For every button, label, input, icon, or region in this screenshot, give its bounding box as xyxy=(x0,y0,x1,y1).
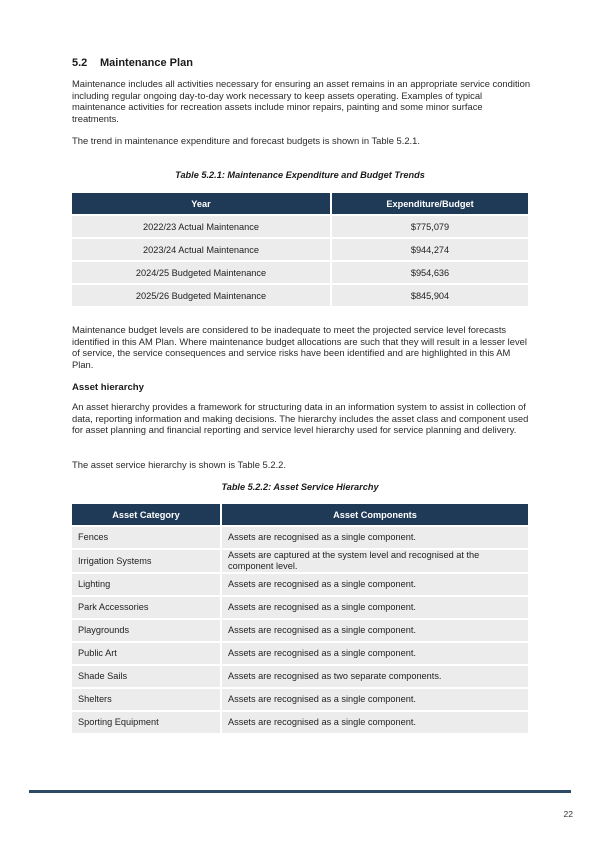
components-cell: Assets are recognised as a single component. xyxy=(220,527,528,548)
category-cell: Shade Sails xyxy=(72,666,220,687)
amount-cell: $944,274 xyxy=(330,239,528,260)
intro-paragraph: Maintenance includes all activities necessary for ensuring an asset remains in an appropriate service condition including regular ongoing day-to-day work necessary to keep assets operating. Examples of typical maintenance activities for recreation assets include minor repairs, painting and some minor surface treatments. xyxy=(72,78,531,124)
components-cell: Assets are captured at the system level and recognised at the component level. xyxy=(220,550,528,572)
category-cell: Lighting xyxy=(72,574,220,595)
column-header-asset-category: Asset Category xyxy=(72,504,220,525)
table-row xyxy=(72,666,528,687)
category-cell: Playgrounds xyxy=(72,620,220,641)
section-number: 5.2 xyxy=(72,57,88,69)
maintenance-budget-table xyxy=(72,191,528,308)
footer-rule xyxy=(29,790,571,793)
category-cell: Park Accessories xyxy=(72,597,220,618)
components-cell: Assets are recognised as a single component. xyxy=(220,689,528,710)
table-row xyxy=(72,597,528,618)
section-title: Maintenance Plan xyxy=(100,57,193,69)
asset-service-hierarchy-table xyxy=(72,502,528,735)
table-row xyxy=(72,620,528,641)
year-cell: 2025/26 Budgeted Maintenance xyxy=(72,285,330,306)
trend-paragraph: The trend in maintenance expenditure and forecast budgets is shown in Table 5.2.1. xyxy=(72,135,420,146)
category-cell: Shelters xyxy=(72,689,220,710)
hierarchy-intro-paragraph: An asset hierarchy provides a framework for structuring data in an information system to assist in collection of data, reporting information and making decisions. The hierarchy includes the asset class and component used for asset planning and financial reporting and service level hierarchy used for service planning and delivery. xyxy=(72,401,529,436)
year-cell: 2022/23 Actual Maintenance xyxy=(72,216,330,237)
table-row xyxy=(72,239,528,260)
table-row xyxy=(72,550,528,572)
table-row xyxy=(72,285,528,306)
amount-cell: $845,904 xyxy=(330,285,528,306)
category-cell: Irrigation Systems xyxy=(72,550,220,572)
table-row xyxy=(72,574,528,595)
page-number: 22 xyxy=(563,809,573,819)
column-header-asset-components: Asset Components xyxy=(220,504,528,525)
table-header-row xyxy=(72,193,528,214)
budget-levels-paragraph: Maintenance budget levels are considered to be inadequate to meet the projected service level forecasts identified in this AM Plan. Where maintenance budget allocations are such that they will result in a lesser level of service, the service consequences and service risks have been identified and are highlighted in this AM Plan. xyxy=(72,324,527,370)
components-cell: Assets are recognised as a single component. xyxy=(220,597,528,618)
components-cell: Assets are recognised as a single component. xyxy=(220,712,528,733)
category-cell: Fences xyxy=(72,527,220,548)
section-heading xyxy=(72,57,193,69)
amount-cell: $954,636 xyxy=(330,262,528,283)
components-cell: Assets are recognised as two separate components. xyxy=(220,666,528,687)
year-cell: 2023/24 Actual Maintenance xyxy=(72,239,330,260)
column-header-year: Year xyxy=(72,193,330,214)
table-row xyxy=(72,216,528,237)
components-cell: Assets are recognised as a single component. xyxy=(220,574,528,595)
table-row xyxy=(72,262,528,283)
category-cell: Public Art xyxy=(72,643,220,664)
table-row xyxy=(72,689,528,710)
table-5-2-1-caption: Table 5.2.1: Maintenance Expenditure and Budget Trends xyxy=(175,170,425,180)
components-cell: Assets are recognised as a single component. xyxy=(220,643,528,664)
table-header-row xyxy=(72,504,528,525)
asset-hierarchy-heading: Asset hierarchy xyxy=(72,382,144,393)
hierarchy-ref-paragraph: The asset service hierarchy is shown is Table 5.2.2. xyxy=(72,459,286,470)
table-5-2-2-caption: Table 5.2.2: Asset Service Hierarchy xyxy=(221,482,379,492)
table-row xyxy=(72,712,528,733)
category-cell: Sporting Equipment xyxy=(72,712,220,733)
table-row xyxy=(72,643,528,664)
table-row xyxy=(72,527,528,548)
components-cell: Assets are recognised as a single component. xyxy=(220,620,528,641)
amount-cell: $775,079 xyxy=(330,216,528,237)
column-header-expenditure: Expenditure/Budget xyxy=(330,193,528,214)
year-cell: 2024/25 Budgeted Maintenance xyxy=(72,262,330,283)
